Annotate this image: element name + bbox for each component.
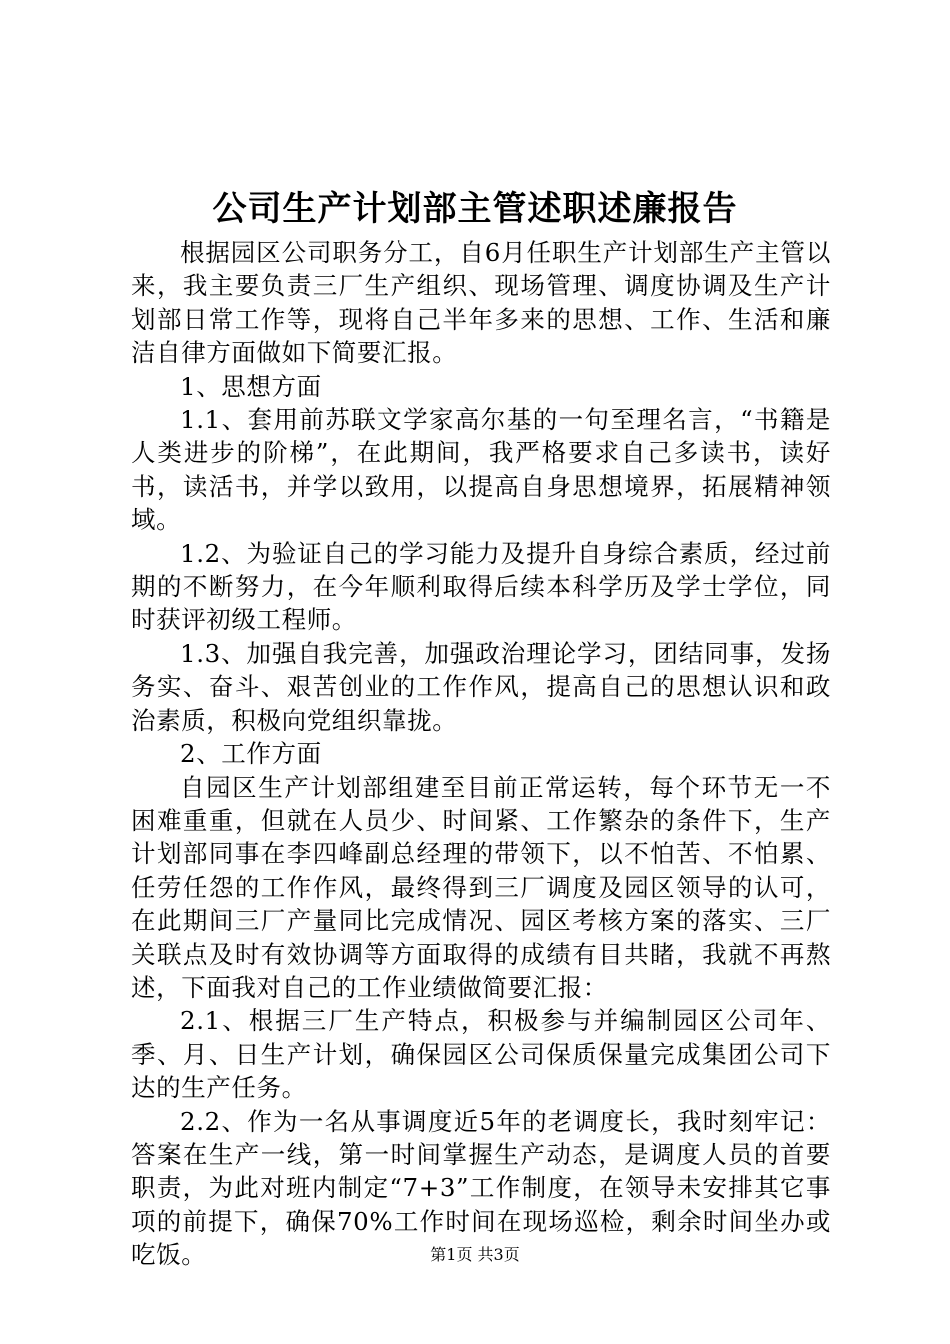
paragraph-work-overview: 自园区生产计划部组建至目前正常运转，每个环节无一不困难重重，但就在人员少、时间紧、工作繁杂的条件下，生产计划部同事在李四峰副总经理的带领下，以不怕苦、不怕累、任劳任怨的工作作风，最终得到三厂调度及园区领导的认可，在此期间三厂产量同比完成情况、园区考核方案的落实、三厂关联点及时有效协调等方面取得的成绩有目共睹，我就不再熬述，下面我对自己的工作业绩做简要汇报：: [131, 772, 831, 1002]
section-heading-work: 2、工作方面: [180, 739, 322, 769]
document-body: [131, 236, 831, 1272]
paragraph-2-2: 2.2、作为一名从事调度近5年的老调度长，我时刻牢记：答案在生产一线，第一时间掌握生产动态，是调度人员的首要职责，为此对班内制定“7+3”工作制度，在领导未安排其它事项的前提下，确保70%工作时间在现场巡检，剩余时间坐办或吃饭。: [131, 1106, 831, 1270]
paragraph-2-1: 2.1、根据三厂生产特点，积极参与并编制园区公司年、季、月、日生产计划，确保园区公司保质保量完成集团公司下达的生产任务。: [131, 1006, 831, 1103]
paragraph-intro: 根据园区公司职务分工，自6月任职生产计划部生产主管以来，我主要负责三厂生产组织、现场管理、调度协调及生产计划部日常工作等，现将自己半年多来的思想、工作、生活和廉洁自律方面做如下简要汇报。: [131, 238, 831, 368]
paragraph-1-1: 1.1、套用前苏联文学家高尔基的一句至理名言，“书籍是人类进步的阶梯”，在此期间，我严格要求自己多读书，读好书，读活书，并学以致用，以提高自身思想境界，拓展精神领域。: [131, 405, 831, 535]
document-title: 公司生产计划部主管述职述廉报告: [212, 189, 738, 229]
page-number-footer: 第1页 共3页: [430, 1245, 520, 1264]
paragraph-1-2: 1.2、为验证自己的学习能力及提升自身综合素质，经过前期的不断努力，在今年顺利取得后续本科学历及学士学位，同时获评初级工程师。: [131, 538, 831, 635]
section-heading-thought: 1、思想方面: [180, 371, 322, 401]
paragraph-1-3: 1.3、加强自我完善，加强政治理论学习，团结同事，发扬务实、奋斗、艰苦创业的工作作风，提高自己的思想认识和政治素质，积极向党组织靠拢。: [131, 638, 831, 735]
